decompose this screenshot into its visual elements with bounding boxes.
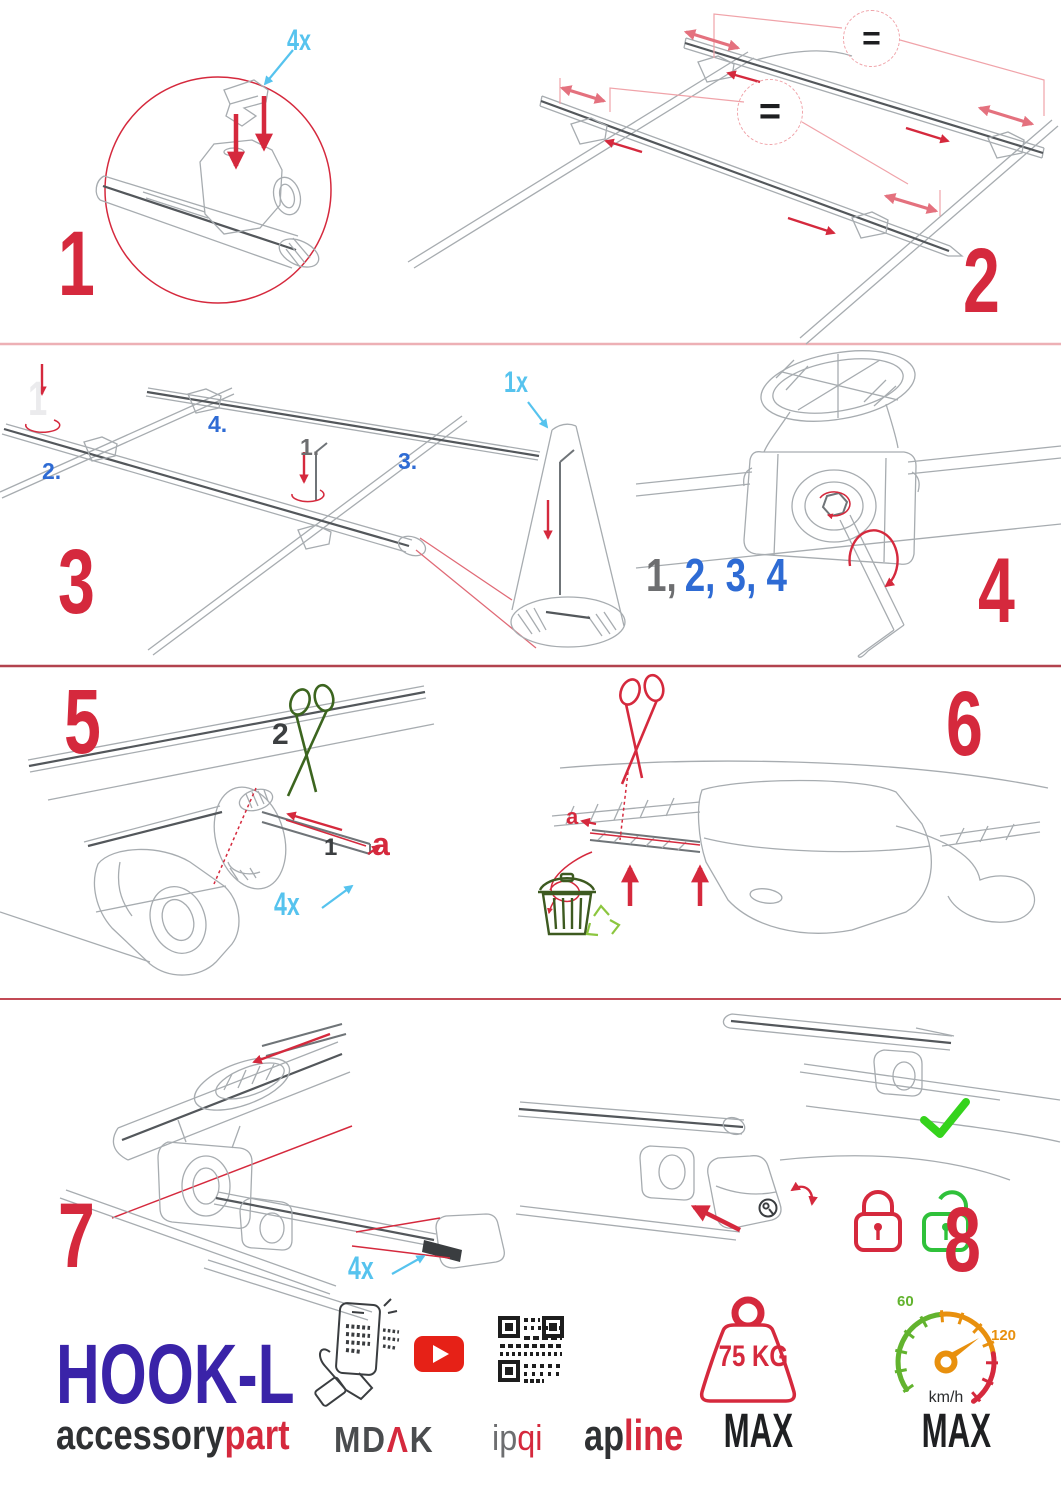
max-load-caption: MAX [723,1405,794,1458]
step3-quantity-label: 1x [504,366,529,399]
step3-order-1: 1. [300,434,320,460]
step7-number: 7 [58,1185,95,1287]
product-name: HOOK-L [56,1327,295,1421]
brand-logo-accessorypart: accessorypart [56,1411,290,1458]
checkmark-icon [924,1102,966,1134]
step6-number: 6 [946,673,983,775]
youtube-icon [414,1336,464,1372]
step3-ghost-number: 1 [28,373,48,426]
step5-cut-label: 2 [272,718,289,751]
section-dividers [0,344,1061,999]
scissors-icon [287,683,336,796]
step3-number: 3 [58,531,95,633]
speed-caption: MAX [921,1405,992,1458]
step1-quantity-label: 4x [287,24,312,57]
brand-logo-mdak: MDΛK [334,1419,435,1460]
step5-ref-letter: a [372,826,390,862]
trash-bin-icon [538,874,596,934]
step5-insert-label: 1 [324,834,338,861]
step2-illustration [408,14,1058,344]
step7-quantity-label: 4x [348,1250,374,1286]
step6-ref-letter: a [566,804,579,829]
max-load-value: 75 KG [718,1340,789,1373]
end-cap-part [422,1214,504,1268]
equal-spacing-badge: = [737,79,803,145]
step4-number: 4 [978,540,1015,642]
key-icon [760,1200,777,1217]
brand-logo-ipqi: ipqi [492,1417,543,1458]
step5-quantity-label: 4x [274,886,300,922]
step1-number: 1 [58,213,95,315]
step4-sequence: 1, 2, 3, 4 [646,549,787,601]
speed-green-label: 60 [897,1293,914,1310]
step3-order-4: 4. [208,411,228,437]
speedometer-icon [895,1310,998,1401]
step7-illustration [60,1024,504,1320]
lock-closed-icon [856,1192,900,1250]
cap-part [224,80,268,126]
step2-number: 2 [963,230,1000,332]
step1-illustration [96,50,331,303]
speed-unit-label: km/h [928,1389,964,1406]
magnifier-cone [511,424,625,647]
qr-code-icon [500,1318,562,1381]
recycle-icon [587,906,619,935]
equal-spacing-badge: = [843,10,900,67]
brand-logo-apline: apline [584,1411,684,1460]
scissors-icon [617,673,666,784]
step8-number: 8 [944,1189,981,1291]
foot-cover [699,781,1035,934]
step5-number: 5 [64,671,101,773]
speed-orange-label: 120 [991,1327,1017,1344]
step3-order-2: 2. [42,458,62,484]
step3-order-3: 3. [398,448,418,474]
